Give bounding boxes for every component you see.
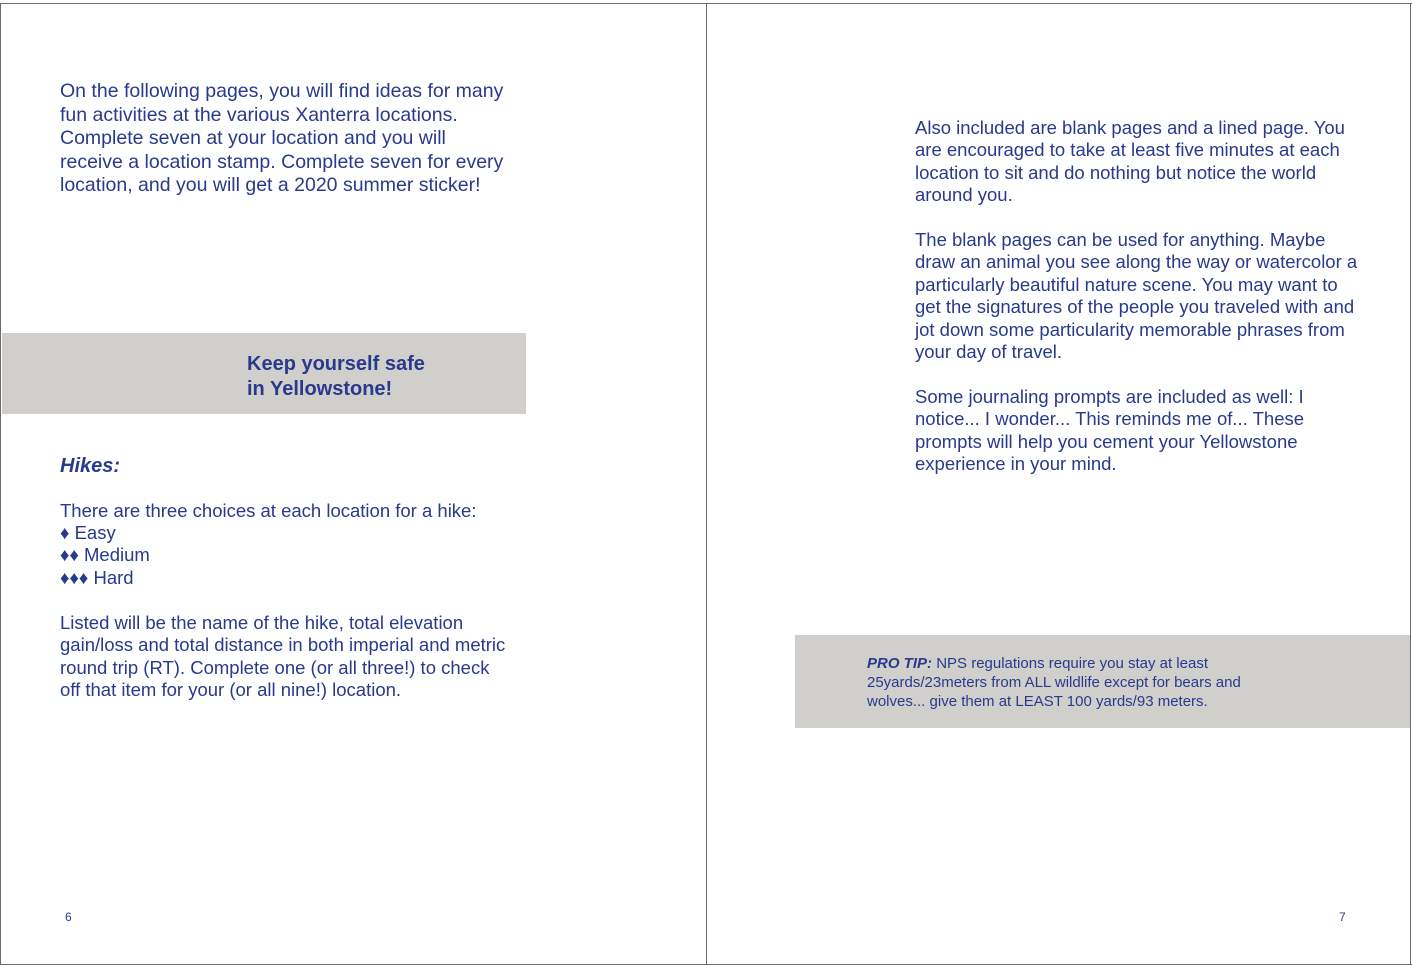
pro-tip-label: PRO TIP:: [867, 655, 933, 672]
hikes-intro: There are three choices at each location for a hike:: [60, 500, 477, 521]
page-number-right: 7: [1339, 910, 1346, 924]
page-number-left: 6: [65, 910, 72, 924]
right-page-text: [915, 117, 1363, 498]
pro-tip-text: [867, 654, 1287, 711]
spread-border-right: [1410, 3, 1411, 965]
hikes-description: Listed will be the name of the hike, total elevation gain/loss and total distance in both imperial and metric round trip (RT). Complete one (or all three!) to check off that item for your (or all nine!) location.: [60, 612, 506, 701]
paragraph-journaling-prompts: Some journaling prompts are included as well: I notice... I wonder... This reminds me of... These prompts will help you cement your Yellowstone experience in your mind.: [915, 385, 1305, 475]
safety-title-line2: in Yellowstone!: [247, 378, 393, 400]
difficulty-hard: ♦♦♦ Hard: [60, 566, 134, 588]
hikes-heading: Hikes:: [60, 455, 121, 477]
safety-title-line1: Keep yourself safe: [247, 353, 425, 375]
left-page: [1, 4, 706, 964]
pro-tip-banner: [795, 635, 1410, 728]
safety-banner: [2, 333, 526, 414]
difficulty-list: [60, 522, 150, 589]
paragraph-blank-pages: Also included are blank pages and a lined page. You are encouraged to take at least five minutes at each location to sit and do nothing but notice the world around you.: [915, 117, 1345, 206]
pro-tip-body: NPS regulations require you stay at least 25yards/23meters from ALL wildlife except for bears and wolves... give them at LEAST 100 yards/93 meters.: [867, 655, 1241, 710]
difficulty-easy: ♦ Easy: [60, 522, 116, 543]
difficulty-medium: ♦♦ Medium: [60, 544, 150, 566]
right-page: [707, 4, 1410, 964]
paragraph-blank-pages-uses: The blank pages can be used for anything. Maybe draw an animal you see along the way or watercolor a particularly beautiful nature scene. You may want to get the signatures of the people you traveled with and jot down some particularity memorable phrases from your day of travel.: [915, 229, 1358, 363]
safety-banner-title: [247, 352, 507, 402]
intro-paragraph: On the following pages, you will find ideas for many fun activities at the various Xanterra locations. Complete seven at your location and you will receive a location stamp. Complete seven for every location, and you will get a 2020 summer sticker!: [60, 80, 504, 197]
